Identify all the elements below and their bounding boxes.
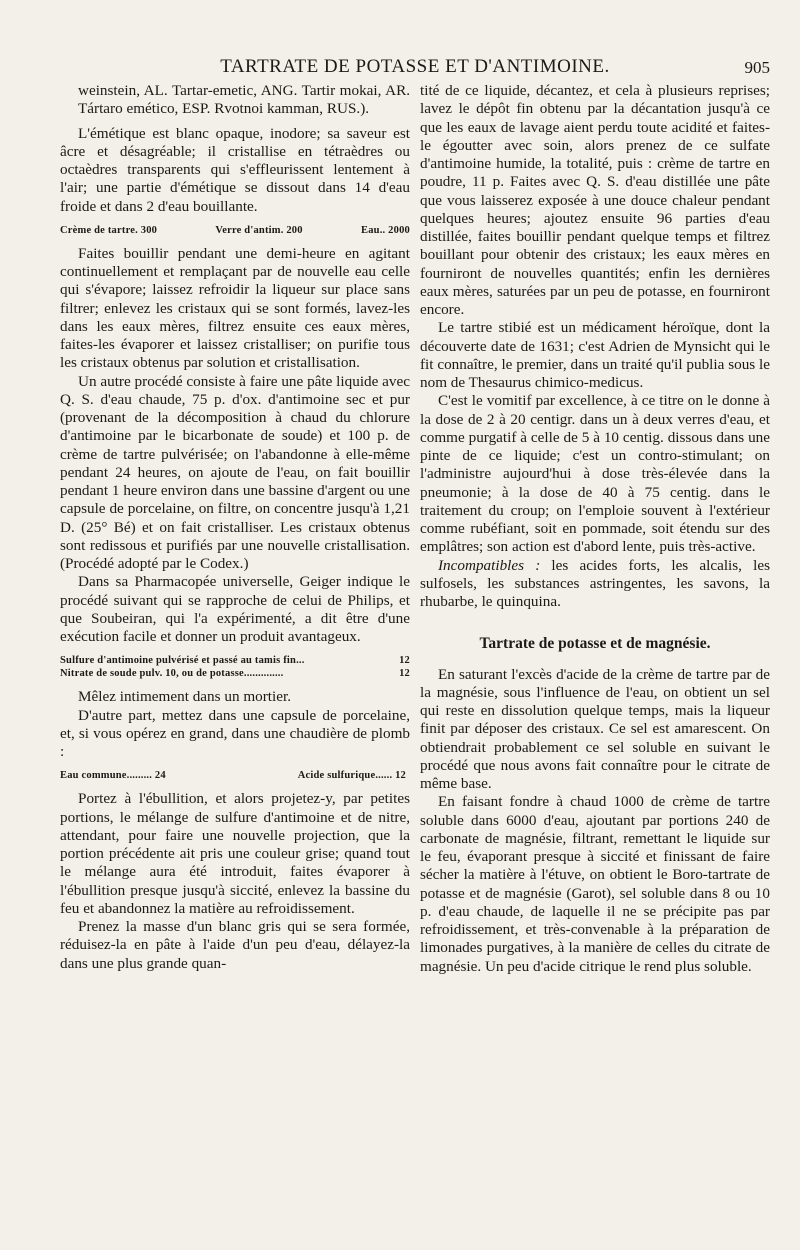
section-heading: Tartrate de potasse et de magnésie. [479, 635, 711, 653]
recipe-ingredient: Eau.. 2000 [361, 224, 410, 236]
incompatibles-text: les acides forts, les alcalis, les sulfosels, les substances astringentes, les savons, la rhubarbe, le quinquina. [420, 556, 770, 610]
recipe-ingredient: Nitrate de soude pulv. 10, ou de potasse.............. [60, 668, 284, 680]
paragraph: Le tartre stibié est un médicament héroïque, dont la découverte date de 1631; c'est Adrien de Mynsicht qui le fit connaître, le premier, dans un traité qu'il publia sous le nom de Thesaurus chimico-medicus. [420, 319, 770, 391]
paragraph: Portez à l'ébullition, et alors projetez-y, par petites portions, le mélange de sulfure d'antimoine et de nitre, attendant, pour faire une nouvelle projection, que la portion précédente ait pris une couleur grise; quand tout le mélange aura été introduit, faites évaporer à l'ébullition presque jusqu'à siccité, enlevez la bassine du feu et abandonnez la matière au refroidissement. [60, 790, 410, 917]
left-column [60, 82, 410, 973]
paragraph: En saturant l'excès d'acide de la crème de tartre par de la magnésie, sous l'influence de l'eau, on obtient un sel qui reste en dissolution quelque temps, mais la liqueur finit par déposer des cristaux. Ce sel est amarescent. On obtiendrait probablement ce sel soluble en suivant le procédé que nous avons fait connaître pour le citrate de même base. [420, 665, 770, 792]
paragraph: Un autre procédé consiste à faire une pâte liquide avec Q. S. d'eau chaude, 75 p. d'ox. d'antimoine sec et pur (provenant de la décomposition à chaud du chlorure d'antimoine par le bicarbonate de soude) et 100 p. de crème de tartre pulvérisée; on l'abandonne à elle-même pendant 24 heures, on ajoute de l'eau, on fait bouillir pendant 1 heure environ dans une bassine d'argent ou une capsule de porcelaine, on filtre, on concentre jusqu'à 1,21 D. (25° Bé) et on fait cristalliser. Les cristaux obtenus sont redissous et purifiés par une nouvelle cristallisation. (Procédé adopté par le Codex.) [60, 372, 410, 572]
paragraph: En faisant fondre à chaud 1000 de crème de tartre soluble dans 6000 d'eau, ajoutant par portions 240 de carbonate de magnésie, filtrant, remettant le liquide sur le feu, évaporant presque à siccité et finissant de faire sécher la matière à l'étuve, on obtient le Boro-tartrate de potasse et de magnésie (Garot), sel soluble dans 8 ou 10 p. d'eau chaude, de laquelle il ne se précipite pas par refroidissement, et très-convenable à la préparation de limonades purgatives, à la manière de celles du citrate de magnésie. Un peu d'acide citrique le rend plus soluble. [420, 793, 770, 975]
recipe-quantity: 12 [399, 668, 410, 680]
synonyms-continuation: weinstein, AL. Tartar-emetic, ANG. Tartir mokai, AR. Tártaro emético, ESP. Rvotnoi kamman, RUS.). [78, 82, 410, 118]
recipe-ingredient: Verre d'antim. 200 [215, 224, 303, 236]
paragraph: tité de ce liquide, décantez, et cela à plusieurs reprises; lavez le dépôt fin obtenu par la décantation jusqu'à ce que les eaux de lavage aient perdu toute acidité et faites-le égoutter avec soin, alors prenez de ce sulfate d'antimoine humide, la totalité, puis : crème de tartre en poudre, 11 p. Faites avec Q. S. d'eau distillée une pâte que vous laisserez exposée à une douce chaleur pendant quelques heures; ajoutez ensuite 96 parties d'eau distillée, faites bouillir pendant quelque temps et filtrez bouillant pour obtenir des cristaux; les eaux mères en fourniront de nouvelles quantités; enfin les dernières eaux mères, saturées par un peu de potasse, en fourniront encore. [420, 82, 770, 318]
paragraph: Dans sa Pharmacopée universelle, Geiger indique le procédé suivant qui se rapproche de celui de Philips, et que Soubeiran, qui l'a expérimenté, a dit être d'une exécution facile et donner un produit avantageux. [60, 573, 410, 645]
paragraph: Prenez la masse d'un blanc gris qui se sera formée, réduisez-la en pâte à l'aide d'un peu d'eau, délayez-la dans une plus grande quan- [60, 918, 410, 972]
recipe-quantity: 12 [399, 655, 410, 667]
running-header [60, 56, 770, 84]
paragraph: Mêlez intimement dans un mortier. [78, 688, 291, 706]
incompatibles-label: Incompatibles : [438, 556, 541, 574]
page-title: TARTRATE DE POTASSE ET D'ANTIMOINE. [220, 56, 610, 77]
page-number: 905 [744, 58, 770, 77]
paragraph: Faites bouillir pendant une demi-heure en agitant continuellement et remplaçant par de nouvelle eau celle qui s'évapore; laissez refroidir la liqueur sur place sans filtrer; enlevez les cristaux qui se sont formés, lavez-les dans les eaux mères, filtrez ensuite ces eaux mères, faites-les évaporer et laissez cristalliser; on purifie tous les cristaux obtenus par solution et cristallisation. [60, 244, 410, 372]
paragraph: L'émétique est blanc opaque, inodore; sa saveur est âcre et désagréable; il cristallise en tétraèdres ou octaèdres transparents qui s'effleurissent lentement à l'air; une partie d'émétique se dissout dans 14 d'eau froide et dans 2 d'eau bouillante. [60, 124, 410, 215]
paragraph: D'autre part, mettez dans une capsule de porcelaine, et, si vous opérez en grand, dans une chaudière de plomb : [60, 706, 410, 760]
recipe-ingredient: Eau commune......... 24 [60, 770, 166, 782]
right-column [420, 82, 770, 976]
paragraph [420, 557, 770, 612]
recipe-formula [60, 224, 410, 237]
paragraph: C'est le vomitif par excellence, à ce titre on le donne à la dose de 2 à 20 centigr. dans un à deux verres d'eau, et comme purgatif à celle de 5 à 10 centig. dissous dans une pinte de ce liquide; c'est un contro-stimulant; on l'administre aujourd'hui à dose très-élevée dans la pneumonie; à la dose de 40 à 75 centig. dans le traitement du croup; on l'emploie souvent à l'extérieur comme rubéfiant, soit en pommade, soit étendu sur des emplâtres; son action est d'abord lente, puis très-active. [420, 392, 770, 556]
recipe-formula [60, 654, 410, 680]
recipe-ingredient: Sulfure d'antimoine pulvérisé et passé au tamis fin... [60, 655, 305, 667]
recipe-ingredient: Crème de tartre. 300 [60, 224, 158, 236]
recipe-formula [60, 769, 410, 782]
recipe-ingredient: Acide sulfurique...... 12 [297, 770, 406, 782]
